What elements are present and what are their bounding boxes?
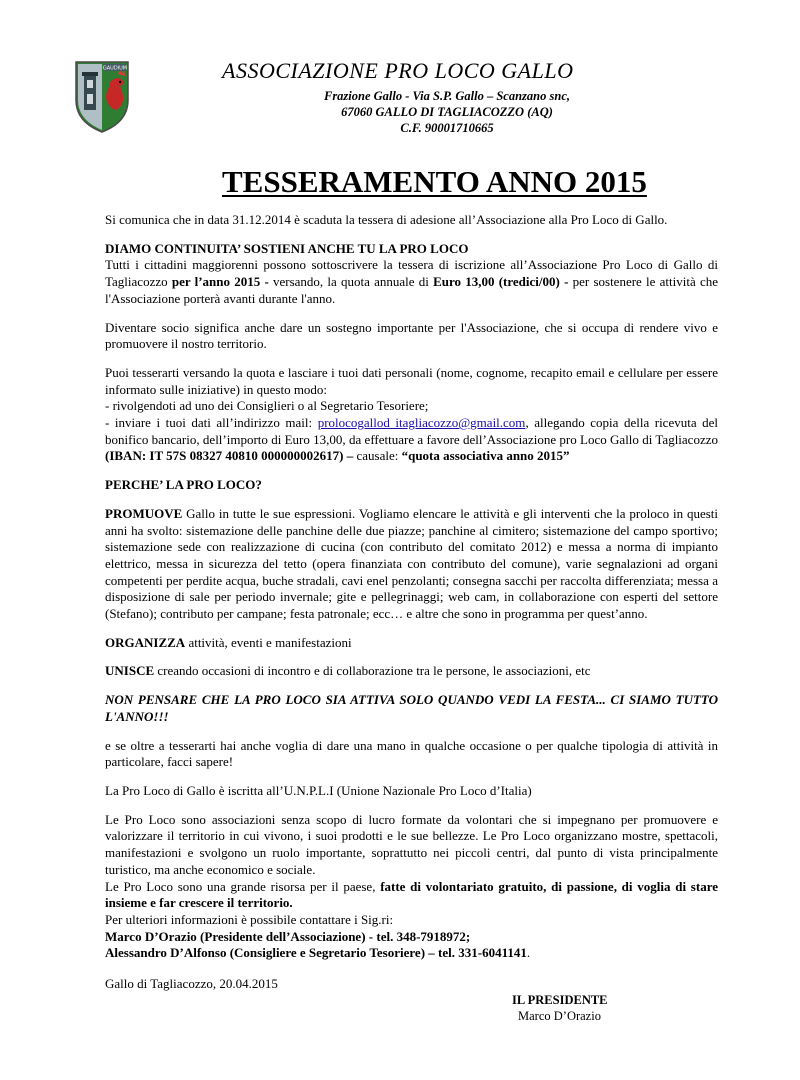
support-heading: DIAMO CONTINUITA’ SOSTIENI ANCHE TU LA PRO LOCO (105, 240, 469, 256)
document-body (105, 212, 718, 962)
contact-intro: Per ulteriori informazioni è possibile contattare i Sig.ri: (105, 911, 394, 927)
why-heading: PERCHE’ LA PRO LOCO? (105, 477, 262, 493)
iban: (IBAN: IT 57S 08327 40810 000000002617) – (105, 448, 354, 464)
how-to-join-paragraph: Puoi tesserarti versando la quota e lasciare i tuoi dati personali (nome, cognome, recapito email e cellulare per essere informato sulle iniziative) in questo modo: - rivolgendoti ad uno dei Consiglieri o al Segretario Tesoriere; - inviare i tuoi dati all’indirizzo mail: prolocogallod itagliacozzo@gmail.com, allegando copia della ricevuta del bonifico bancario, dell’importo di Euro 13,00, da effettuare a favore dell’Associazione pro Loco Gallo di Tagliacozzo (IBAN: IT 57S 08327 40810 000000002617) – causale: “quota associativa anno 2015” (105, 364, 719, 464)
pro-loco-resource: Le Pro Loco sono una grande risorsa per il paese, fatte di volontariato gratuito, di passione, di voglia di stare insieme e far crescere il territorio. (105, 878, 719, 911)
document-title: TESSERAMENTO ANNO 2015 (222, 164, 647, 199)
organization-name: ASSOCIAZIONE PRO LOCO GALLO (222, 58, 574, 83)
unpli-paragraph: La Pro Loco di Gallo è iscritta all’U.N.P.L.I (Unione Nazionale Pro Loco d’Italia) (105, 782, 532, 798)
shield-tower-rooster-icon (74, 60, 130, 134)
organizza-paragraph: ORGANIZZA attività, eventi e manifestazioni (105, 634, 352, 650)
join-option-1: - rivolgendoti ad uno dei Consiglieri o al Segretario Tesoriere; (105, 398, 429, 414)
signature-name: Marco D’Orazio (518, 1009, 601, 1023)
contact-president: Marco D’Orazio (Presidente dell’Associazione) - tel. 348-7918972; (105, 928, 471, 944)
help-paragraph: e se oltre a tesserarti hai anche voglia di dare una mano in qualche occasione o per qualche tipologia di attività in particolare, facci sapere! (105, 737, 718, 770)
organization-address (222, 88, 672, 136)
member-paragraph: Diventare socio significa anche dare un sostegno importante per l'Associazione, che si occupa di rendere vivo e promuovere il nostro territorio. (105, 319, 718, 352)
slogan: NON PENSARE CHE LA PRO LOCO SIA ATTIVA SOLO QUANDO VEDI LA FESTA... CI SIAMO TUTTO L'ANNO!!! (105, 692, 718, 724)
signature-block (512, 992, 608, 1024)
intro-paragraph: Si comunica che in data 31.12.2014 è scaduta la tessera di adesione all’Associazione alla Pro Loco di Gallo. (105, 212, 668, 227)
email-link[interactable]: prolocogallod itagliacozzo@gmail.com (317, 415, 526, 431)
support-paragraph: DIAMO CONTINUITA’ SOSTIENI ANCHE TU LA PRO LOCO Tutti i cittadini maggiorenni possono sottoscrivere la tessera di iscrizione all’Associazione Pro Loco di Gallo di Tagliacozzo per l’anno 2015 - versando, la quota annuale di Euro 13,00 (tredici/00) - per sostenere le attività che l'Associazione porterà avanti durante l'anno. (105, 240, 719, 306)
address-line-1: Frazione Gallo - Via S.P. Gallo – Scanzano snc, (323, 89, 570, 103)
association-logo (74, 60, 130, 134)
pro-loco-description: Le Pro Loco sono associazioni senza scopo di lucro formate da volontari che si impegnano per promuovere e valorizzare il territorio in cui vivono, i suoi prodotti e le sue bellezze. Le Pro Loco organizzano mostre, spettacoli, manifestazioni e svolgono un ruolo importante, soprattutto nei piccoli centri, dal punto di vista principalmente turistico, ma anche economico e sociale. (105, 811, 718, 877)
fiscal-code: C.F. 90001710665 (400, 121, 494, 135)
join-option-2: - inviare i tuoi dati all’indirizzo mail: prolocogallod itagliacozzo@gmail.com, allegando copia della ricevuta del bonifico bancario, dell’importo di Euro 13,00, da effettuare a favore dell’Associazione pro Loco Gallo di Tagliacozzo (IBAN: IT 57S 08327 40810 000000002617) – causale: “quota associativa anno 2015” (105, 415, 719, 464)
promuove-paragraph: PROMUOVE Gallo in tutte le sue espressioni. Vogliamo elencare le attività e gli interventi che la proloco in questi anni ha svolto: sistemazione delle panchine delle due piazze; panchine al cimitero; sistemazione del campo sportivo; sistemazione sede con realizzazione di cucina (con contributo del comitato 2012) e messa a norma di impianto elettrico, messa in sicurezza del tetto (opera finanziata con contributo del comune), varie segnalazioni ad organi competenti per perdite acqua, buche stradali, cavi enel penzolanti; consegna sacchi per raccolta differenziata; messa a disposizione di sale per periodo invernale; gite e pellegrinaggi; web cam, in collaborazione con esperti del settore (Stefano); contributo per campane; festa patronale; ecc… e altre che sono in programma per quest’anno. (105, 505, 718, 622)
contact-treasurer: Alessandro D’Alfonso (Consigliere e Segretario Tesoriere) – tel. 331-6041141. (105, 945, 531, 961)
address-line-2: 67060 GALLO DI TAGLIACOZZO (AQ) (341, 105, 553, 119)
payment-reason: “quota associativa anno 2015” (401, 448, 570, 464)
place-date: Gallo di Tagliacozzo, 20.04.2015 (105, 976, 278, 991)
signature-role: IL PRESIDENTE (512, 993, 608, 1007)
unisce-paragraph: UNISCE creando occasioni di incontro e di collaborazione tra le persone, le associazioni, etc (105, 663, 591, 679)
logo-motto: GAUDIUM (102, 65, 128, 72)
